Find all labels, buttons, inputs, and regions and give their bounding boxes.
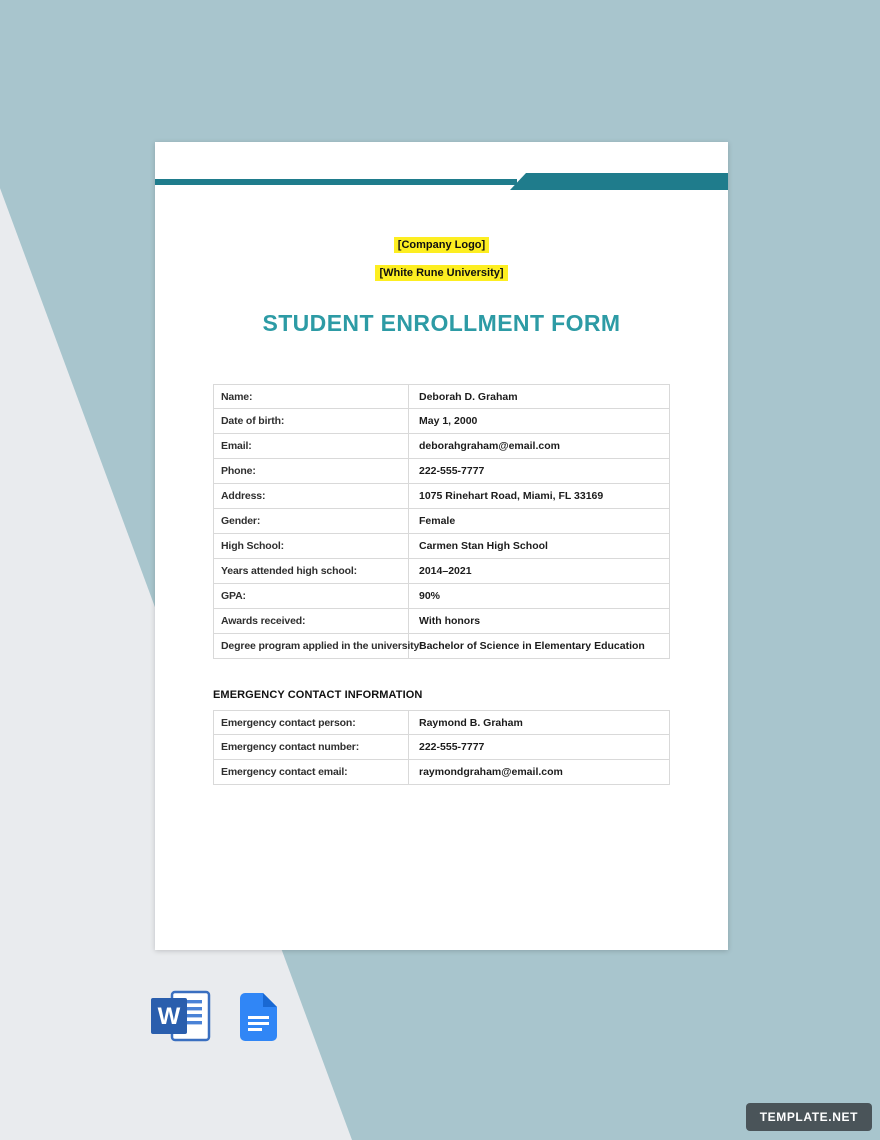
- student-info-row: [213, 459, 670, 484]
- emergency-info-label: Emergency contact email:: [214, 760, 409, 784]
- student-info-row: [213, 434, 670, 459]
- emergency-info-row: [213, 760, 670, 785]
- template-net-label: TEMPLATE.NET: [759, 1110, 858, 1124]
- form-title: STUDENT ENROLLMENT FORM: [262, 310, 621, 336]
- student-info-label: Awards received:: [214, 609, 409, 633]
- student-info-value: 2014–2021: [419, 565, 472, 577]
- student-info-label: Phone:: [214, 459, 409, 483]
- emergency-info-label: Emergency contact number:: [214, 735, 409, 759]
- student-info-value: deborahgraham@email.com: [419, 440, 560, 452]
- student-info-row: [213, 409, 670, 434]
- student-info-label: Date of birth:: [214, 409, 409, 433]
- student-info-row: [213, 609, 670, 634]
- student-info-row: [213, 384, 670, 409]
- university-name-line: [155, 263, 728, 281]
- student-info-value: May 1, 2000: [419, 415, 478, 427]
- student-info-row: [213, 509, 670, 534]
- student-info-value: 222-555-7777: [419, 465, 485, 477]
- student-info-label: GPA:: [214, 584, 409, 608]
- document-page: [155, 142, 728, 950]
- student-info-label: High School:: [214, 534, 409, 558]
- emergency-info-row: [213, 735, 670, 760]
- emergency-info-label: Emergency contact person:: [214, 711, 409, 734]
- student-info-value: Carmen Stan High School: [419, 540, 548, 552]
- emergency-info-row: [213, 710, 670, 735]
- word-letter: W: [157, 1003, 181, 1030]
- student-info-label: Years attended high school:: [214, 559, 409, 583]
- header-ribbon-thin: [155, 179, 517, 185]
- emergency-info-table: [213, 710, 670, 785]
- student-info-row: [213, 534, 670, 559]
- header-ribbon-thick: [510, 173, 728, 190]
- student-info-label: Name:: [214, 385, 409, 408]
- student-info-row: [213, 559, 670, 584]
- student-info-value: Bachelor of Science in Elementary Education: [419, 640, 645, 652]
- student-info-table: [213, 384, 670, 659]
- emergency-section-heading: EMERGENCY CONTACT INFORMATION: [213, 689, 423, 701]
- student-info-label: Degree program applied in the university:: [214, 634, 409, 658]
- company-logo-line: [155, 235, 728, 253]
- template-net-badge[interactable]: [746, 1103, 872, 1131]
- student-info-value: 1075 Rinehart Road, Miami, FL 33169: [419, 490, 604, 502]
- emergency-info-value: raymondgraham@email.com: [419, 766, 563, 778]
- company-logo-placeholder: [Company Logo]: [394, 237, 489, 253]
- student-info-value: 90%: [419, 590, 441, 602]
- student-info-label: Email:: [214, 434, 409, 458]
- university-name-placeholder: [White Rune University]: [375, 265, 507, 281]
- student-info-row: [213, 584, 670, 609]
- ms-word-icon[interactable]: [151, 990, 211, 1047]
- student-info-value: Female: [419, 515, 456, 527]
- student-info-value: Deborah D. Graham: [419, 390, 518, 403]
- student-info-value: With honors: [419, 615, 481, 627]
- emergency-info-value: Raymond B. Graham: [419, 716, 523, 729]
- student-info-label: Gender:: [214, 509, 409, 533]
- student-info-label: Address:: [214, 484, 409, 508]
- google-docs-icon[interactable]: [239, 992, 279, 1047]
- student-info-row: [213, 634, 670, 659]
- emergency-info-value: 222-555-7777: [419, 741, 485, 753]
- file-format-icons: [151, 990, 279, 1047]
- student-info-row: [213, 484, 670, 509]
